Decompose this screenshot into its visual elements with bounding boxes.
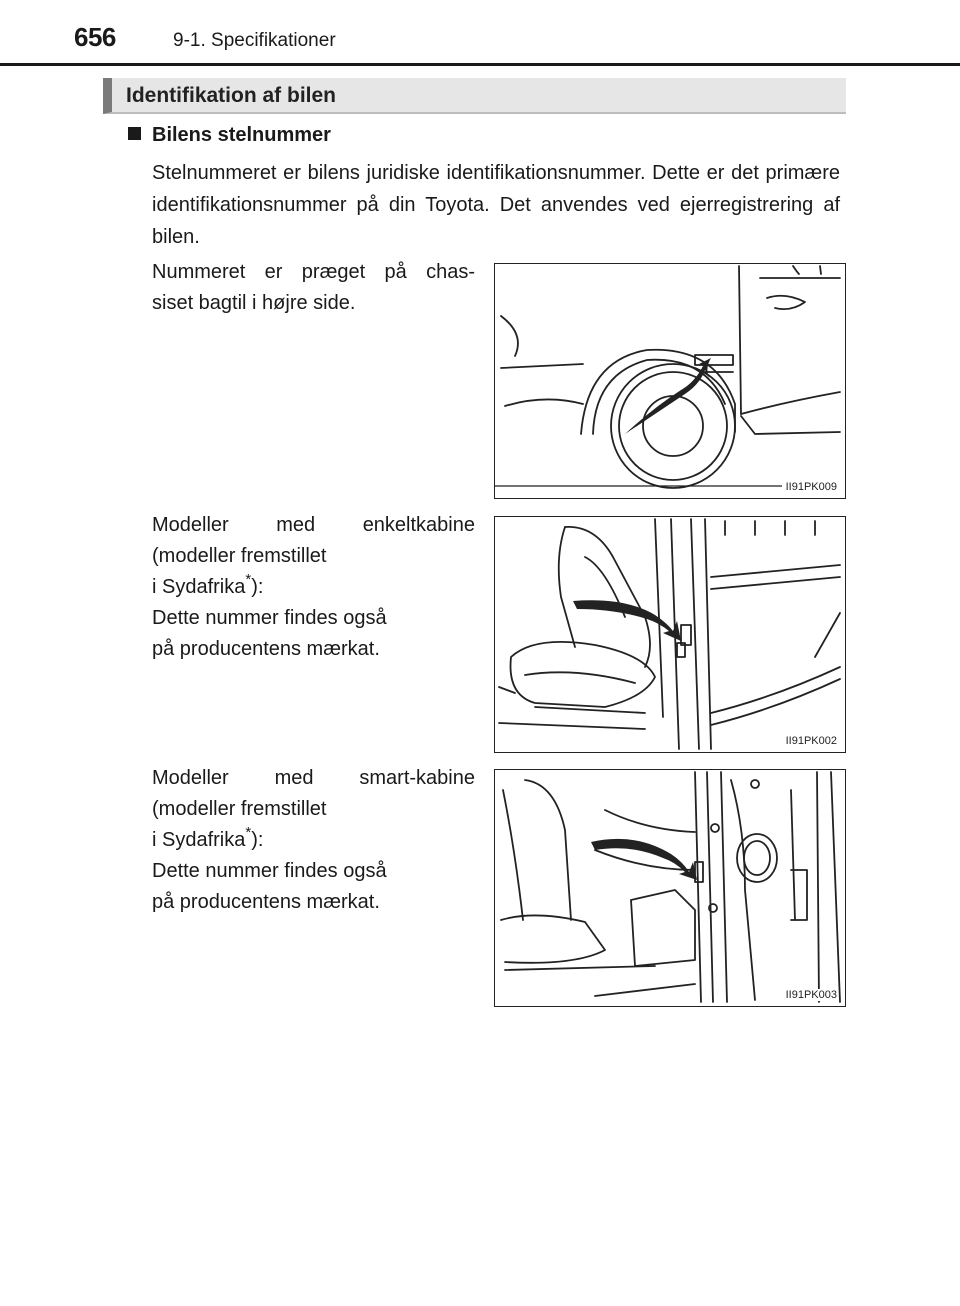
figure-2-caption: [152, 510, 475, 665]
page-number: 656: [74, 22, 116, 52]
section-title-bar: [103, 78, 846, 114]
footnote-mark: *: [245, 571, 252, 588]
square-bullet-icon: [128, 127, 141, 140]
caption-line: siset bagtil i højre side.: [152, 292, 356, 314]
single-cab-illustration: [495, 517, 844, 751]
figure-code: II91PK009: [782, 481, 837, 493]
figure-1-chassis-rear: [494, 263, 846, 499]
caption-line: Nummeret er præget på chas-: [152, 261, 475, 283]
caption-line: (modeller fremstillet: [152, 798, 327, 820]
caption-line: Dette nummer findes også: [152, 860, 387, 882]
header-rule: [0, 63, 960, 66]
caption-line: på producentens mærkat.: [152, 638, 380, 660]
chapter-title: 9-1. Specifikationer: [173, 30, 336, 51]
caption-line: Dette nummer findes også: [152, 607, 387, 629]
figure-2-single-cab: [494, 516, 846, 753]
figure-3-caption: [152, 763, 475, 918]
rear-chassis-illustration: [495, 264, 844, 497]
figure-3-smart-cab: [494, 769, 846, 1007]
section-title: Identifikation af bilen: [126, 84, 337, 107]
smart-cab-illustration: [495, 770, 844, 1005]
caption-line: på producentens mærkat.: [152, 891, 380, 913]
subsection-title: Bilens stelnummer: [152, 124, 331, 146]
subsection-heading: [128, 124, 331, 147]
figure-code: II91PK003: [782, 989, 837, 1001]
figure-code: II91PK002: [782, 735, 837, 747]
figure-1-caption: [152, 257, 475, 319]
caption-line: i Sydafrika*):: [152, 571, 264, 598]
caption-line: (modeller fremstillet: [152, 545, 327, 567]
caption-line: i Sydafrika*):: [152, 824, 264, 851]
caption-line: Modeller med smart-kabine: [152, 767, 475, 789]
caption-line: Modeller med enkeltkabine: [152, 514, 475, 536]
footnote-mark: *: [245, 824, 252, 841]
intro-paragraph: Stelnummeret er bilens juridiske identifikationsnummer. Dette er det primære identifikationsnummer på din Toyota. Det anvendes ved ejerregistrering af bilen.: [152, 162, 840, 248]
